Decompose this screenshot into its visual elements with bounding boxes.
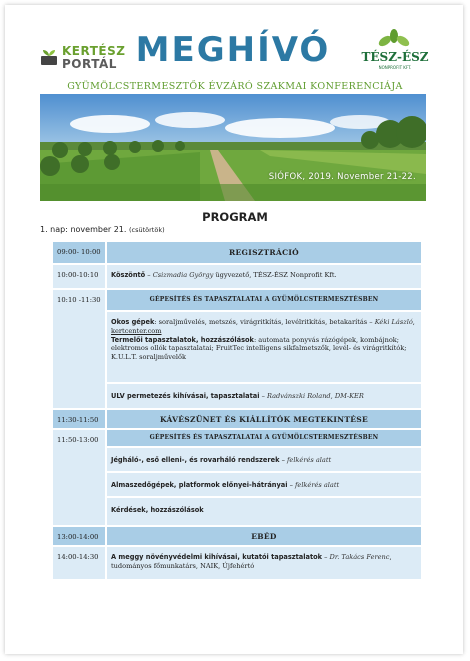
session1-items — [107, 312, 421, 382]
kertcenter-link[interactable]: kertcenter.com — [111, 326, 162, 335]
session2-header — [107, 430, 421, 446]
row-content — [107, 527, 421, 545]
registration-title: REGISZTRÁCIÓ — [229, 248, 299, 257]
row-content — [107, 547, 421, 579]
session2-item-b — [107, 473, 421, 496]
kerteszportal-logo — [36, 40, 126, 71]
producer-experience-text: : automata ponyvás rázógépek, kombájnok; elektromos ollók tapasztalatai; FruitTec intelligens sikfalmetszők, levél- és virágritkítók; K.U.L.T. soraljművelők — [111, 335, 407, 362]
row-content — [107, 265, 421, 288]
schedule-row-welcome — [53, 265, 421, 288]
questions-item — [107, 506, 421, 515]
coffee-title: KÁVÉSZÜNET ÉS KIÁLLÍTÓK MEGTEKINTÉSE — [160, 415, 368, 424]
apple-picker-item — [107, 481, 421, 490]
session1-ulv — [107, 384, 421, 408]
welcome-sep: – — [145, 271, 153, 279]
schedule-row-registration — [53, 242, 421, 263]
welcome-title: Köszöntő — [111, 271, 146, 279]
sour-cherry-title: A meggy növényvédelmi kihívásai, kutatói tapasztalatok — [111, 553, 323, 561]
session2-item-a — [107, 448, 421, 471]
sour-cherry-speaker: Dr. Takács Ferenc — [329, 553, 390, 561]
schedule-row-sour-cherry — [53, 547, 421, 579]
schedule-row-session2 — [53, 430, 421, 525]
apple-picker-title: Almaszedőgépek, platformok előnyei-hátrányai — [111, 481, 288, 489]
session2-title: GÉPESÍTÉS ÉS TAPASZTALATAI A GYÜMÖLCSTERMESZTÉSBEN — [149, 434, 379, 441]
sour-cherry-sep: – — [322, 553, 330, 561]
logo-right-name: TÉSZ-ÉSZ — [361, 50, 429, 64]
day-heading — [40, 225, 165, 234]
session1-title: GÉPESÍTÉS ÉS TAPASZTALATAI A GYÜMÖLCSTERMESZTÉSBEN — [149, 296, 379, 303]
page-title: MEGHÍVÓ — [135, 30, 331, 70]
row-time: 14:00-14:30 — [53, 547, 105, 579]
program-title: PROGRAM — [202, 210, 268, 224]
apple-picker-note: – felkérés alatt — [287, 481, 340, 489]
row-time: 11:30-11:50 — [53, 410, 105, 428]
row-content — [107, 410, 421, 428]
ulv-speaker: Radvánszki Roland, DM-KER — [266, 392, 364, 400]
welcome-item — [107, 271, 421, 280]
welcome-role: ügyvezető, TÉSZ-ÉSZ Nonprofit Kft. — [213, 271, 337, 279]
smart-machines-text: : soraljművelés, metszés, virágritkítás, levélritkítás, betakarítás – — [154, 318, 375, 326]
session1-header — [107, 290, 421, 310]
lunch-title: EBÉD — [251, 532, 277, 541]
schedule-row-lunch — [53, 527, 421, 545]
row-time: 10:00-10:10 — [53, 265, 105, 288]
smart-machines-speaker: Kéki László — [374, 318, 413, 326]
logo-right-sub: NONPROFIT KFT. — [378, 65, 412, 70]
orchard-photo — [40, 94, 426, 201]
plant-pot-icon — [40, 48, 58, 66]
sour-cherry-role: , tudományos főmunkatárs, NAIK, Újfehértó — [111, 553, 392, 570]
photo-caption: SIÓFOK, 2019. November 21-22. — [268, 172, 416, 182]
row-time: 10:10 -11:30 — [53, 290, 105, 408]
conference-subtitle: GYÜMÖLCSTERMESZTŐK ÉVZÁRÓ SZAKMAI KONFERENCIÁJA — [67, 81, 403, 92]
logo-left-line1: KERTÉSZ — [62, 44, 126, 58]
smart-machines-item: Okos gépek: soraljművelés, metszés, virágritkítás, levélritkítás, betakarítás – Kéki László, kertcenter.com — [111, 318, 415, 335]
hail-net-note: – felkérés alatt — [279, 456, 332, 464]
row-time: 13:00-14:00 — [53, 527, 105, 545]
welcome-speaker: Csizmadia György — [152, 271, 214, 279]
day-weekday: (csütörtök) — [128, 226, 165, 234]
row-content — [107, 430, 421, 525]
schedule-table — [53, 242, 421, 581]
ulv-sep: – — [259, 392, 267, 400]
tesz-esz-logo — [360, 28, 430, 76]
smart-machines-title: Okos gépek — [111, 318, 155, 326]
ulv-title: ULV permetezés kihívásai, tapasztalatai — [111, 392, 260, 400]
row-content — [107, 290, 421, 408]
schedule-row-coffee — [53, 410, 421, 428]
session2-item-c — [107, 498, 421, 525]
producer-experience-title: Termelői tapasztalatok, hozzászólások — [111, 335, 254, 344]
row-time: 09:00- 10:00 — [53, 242, 105, 263]
ulv-item — [107, 392, 421, 401]
day-label: 1. nap: november 21. — [40, 225, 127, 234]
row-content — [107, 242, 421, 263]
hail-net-title: Jégháló-, eső elleni-, és rovarháló rendszerek — [111, 456, 280, 464]
sour-cherry-item — [107, 553, 421, 571]
row-time: 11:50-13:00 — [53, 430, 105, 525]
schedule-row-session1 — [53, 290, 421, 408]
producer-experience-item — [107, 336, 421, 362]
questions-title: Kérdések, hozzászólások — [111, 506, 204, 514]
hail-net-item — [107, 456, 421, 465]
logo-left-line2: PORTÁL — [62, 57, 117, 71]
leaves-icon — [374, 28, 414, 50]
